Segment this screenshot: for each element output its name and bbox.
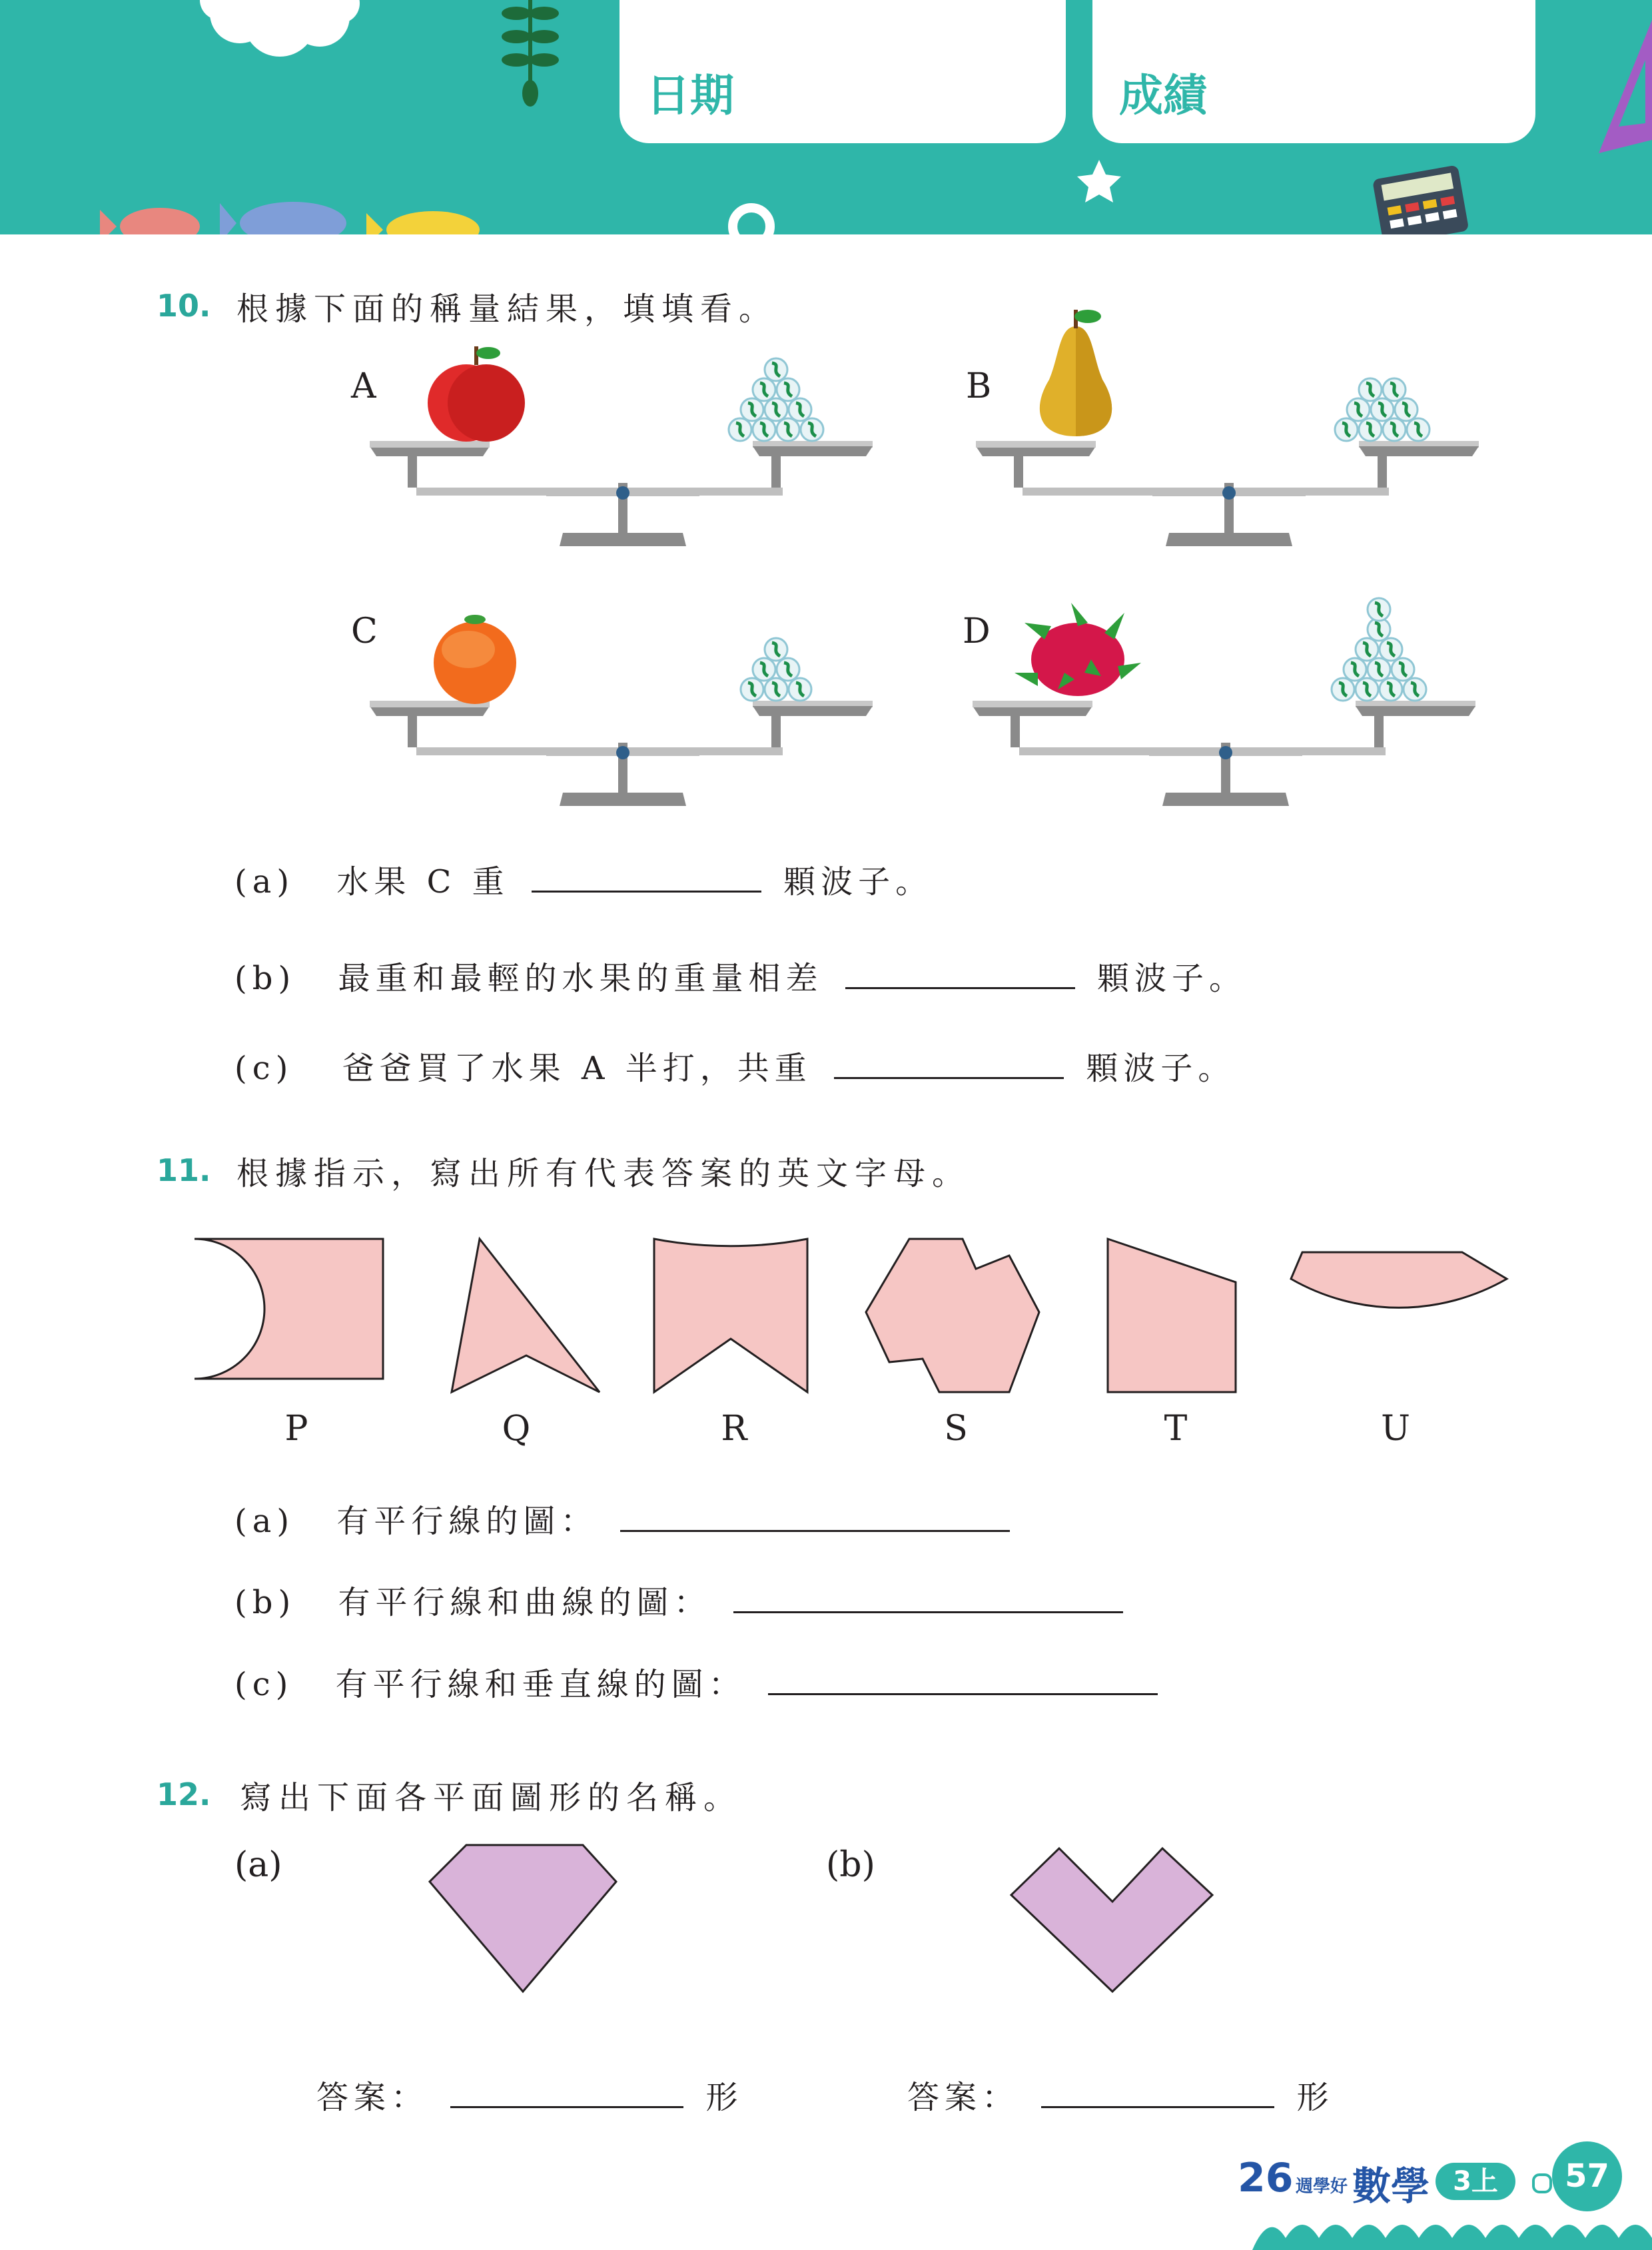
q12-shapes (0, 1838, 1652, 2005)
shape-pentagon (430, 1845, 616, 1992)
q12a-answer (316, 2071, 743, 2117)
shape-r (654, 1239, 807, 1392)
header-decoration (0, 0, 1652, 234)
marble-pile (1332, 598, 1426, 701)
q12a-answer-blank[interactable] (450, 2075, 683, 2108)
scale-c (370, 615, 873, 806)
footer-grade-badge: 3上 (1436, 2163, 1515, 2200)
q12a-tag: (a) (234, 1845, 282, 1885)
shapes-figure (0, 1226, 1652, 1412)
q11a-answer-blank[interactable] (620, 1499, 1010, 1532)
star-icon (1077, 160, 1121, 202)
marble-pile (729, 358, 823, 441)
shape-label-p: P (284, 1409, 308, 1449)
leaf-branch-icon (502, 0, 559, 107)
q11c-answer-blank[interactable] (768, 1663, 1158, 1695)
q10a (234, 856, 933, 902)
score-label: 成績 (1119, 70, 1207, 121)
q10c-answer-blank[interactable] (834, 1046, 1064, 1079)
scale-d (973, 598, 1475, 806)
q11b-text: 有平行線和曲線的圖： (338, 1584, 711, 1621)
date-label: 日期 (646, 70, 734, 121)
q12-number: 12. (157, 1776, 211, 1812)
q12b-answer-blank[interactable] (1041, 2075, 1274, 2108)
q11b-answer-blank[interactable] (733, 1581, 1123, 1613)
q12b-tag: (b) (826, 1845, 875, 1885)
q11-number: 11. (157, 1152, 211, 1188)
apple-icon (428, 346, 525, 442)
shape-label-u: U (1381, 1409, 1410, 1449)
shape-label-q: Q (502, 1409, 531, 1449)
q11c (234, 1659, 1164, 1704)
q10a-unit: 顆波子。 (783, 863, 933, 901)
q12b-answer-label: 答案： (907, 2079, 1020, 2116)
q11a (234, 1495, 1017, 1541)
q10c-tag: (c) (234, 1050, 294, 1087)
ruler-icon (1599, 20, 1652, 153)
q10b-unit: 顆波子。 (1097, 960, 1247, 997)
q12-text: 寫出下面各平面圖形的名稱。 (240, 1779, 743, 1816)
q10a-answer-blank[interactable] (532, 860, 761, 893)
shape-label-t: T (1164, 1409, 1188, 1449)
footer-brand-small: 週學好 (1296, 2177, 1348, 2197)
q10b-answer-blank[interactable] (845, 956, 1075, 989)
q11a-tag: (a) (234, 1503, 295, 1540)
shape-s (866, 1239, 1039, 1392)
pear-icon (1040, 310, 1112, 436)
fish-icon (100, 202, 480, 234)
scale-label-a: A (351, 366, 376, 406)
marble-pile (1335, 378, 1430, 441)
q10a-tag: (a) (234, 863, 295, 901)
shape-p (195, 1239, 383, 1379)
q10-text: 根據下面的稱量結果，填填看。 (236, 290, 778, 328)
q11-text: 根據指示，寫出所有代表答案的英文字母。 (236, 1155, 971, 1192)
scale-label-d: D (963, 611, 991, 651)
shape-t (1108, 1239, 1236, 1392)
q10c-text: 爸爸買了水果 A 半打，共重 (342, 1050, 812, 1087)
footer-brand-title: 數學 (1352, 2163, 1430, 2209)
scale-a (370, 346, 873, 546)
shape-u (1291, 1252, 1507, 1308)
q11b (234, 1577, 1130, 1623)
q10-number: 10. (157, 288, 211, 324)
q10a-text: 水果 C 重 (336, 863, 510, 901)
dragon-fruit-icon (1015, 603, 1141, 696)
q12a-suffix: 形 (705, 2079, 743, 2116)
marble-pile (741, 638, 811, 701)
q10b-tag: (b) (234, 960, 296, 997)
scale-label-b: B (966, 366, 992, 406)
shape-label-s: S (944, 1409, 968, 1449)
scales-figure (0, 293, 1652, 826)
q10c-unit: 顆波子。 (1086, 1050, 1236, 1087)
calculator-icon (1372, 165, 1469, 234)
scale-label-c: C (351, 611, 378, 651)
footer-dot-icon (1532, 2173, 1552, 2193)
page-header (0, 0, 1652, 234)
shape-q (452, 1239, 600, 1392)
q10c (234, 1042, 1235, 1088)
q10b (234, 952, 1246, 998)
q11b-tag: (b) (234, 1584, 296, 1621)
q11c-text: 有平行線和垂直線的圖： (335, 1666, 746, 1703)
shape-label-r: R (721, 1409, 747, 1449)
q12a-answer-label: 答案： (316, 2079, 429, 2116)
cloud-icon (200, 0, 360, 57)
q12b-answer (907, 2071, 1334, 2117)
shape-hexagon (1011, 1848, 1212, 1992)
q11a-text: 有平行線的圖： (336, 1503, 598, 1540)
q11c-tag: (c) (234, 1666, 294, 1703)
page-number: 57 (1552, 2141, 1622, 2211)
footer-brand-number: 26 (1238, 2155, 1294, 2201)
ring-icon (733, 208, 770, 234)
q10b-text: 最重和最輕的水果的重量相差 (338, 960, 823, 997)
q12b-suffix: 形 (1296, 2079, 1334, 2116)
orange-icon (434, 615, 516, 704)
scale-b (976, 310, 1479, 546)
